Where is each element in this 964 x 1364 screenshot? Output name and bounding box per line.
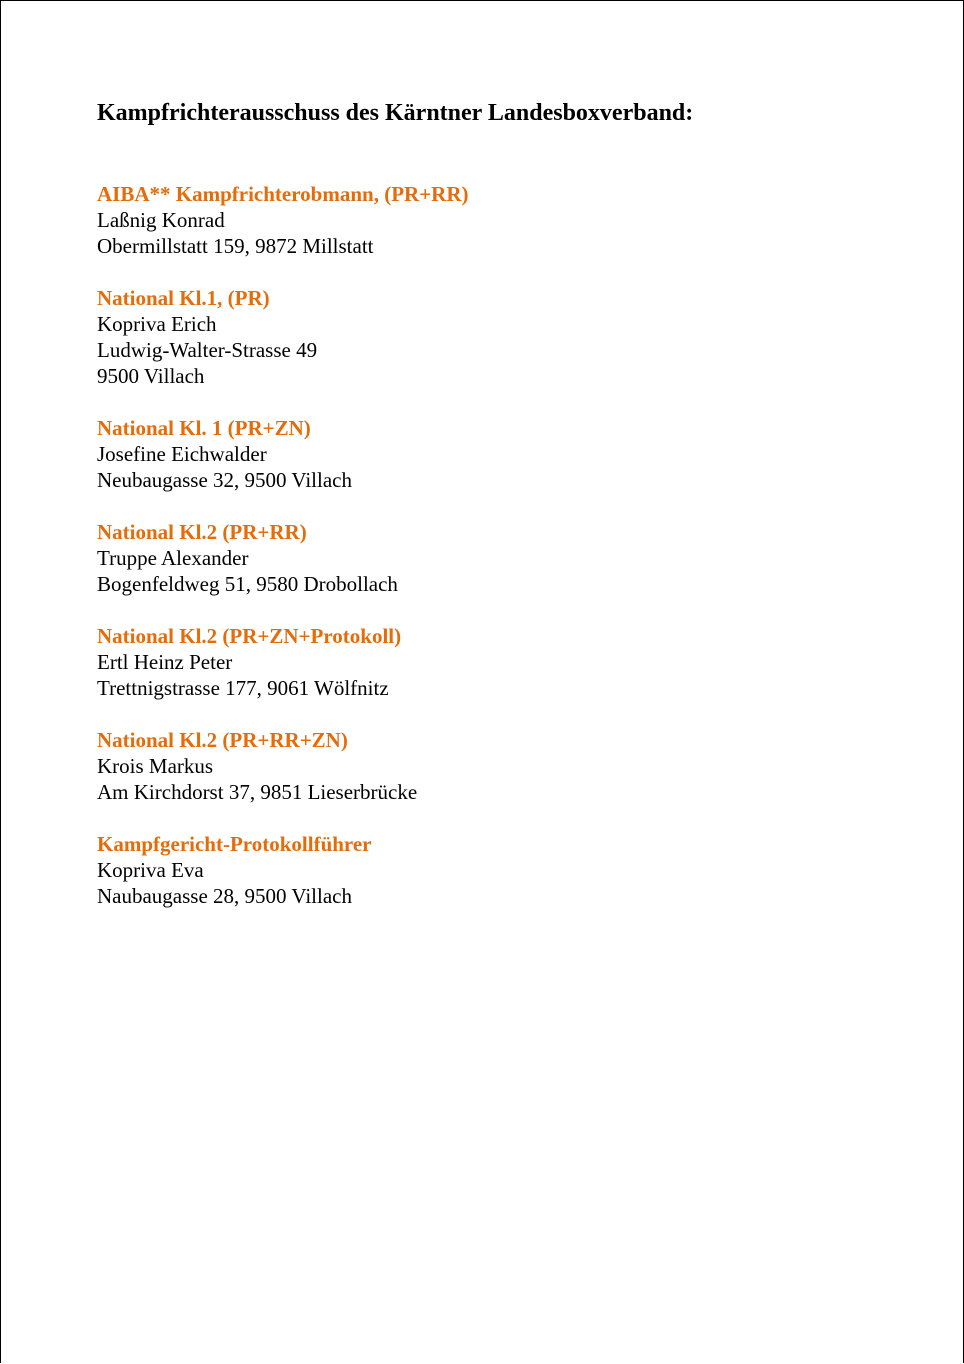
referee-entry — [97, 181, 917, 259]
referee-address: Bogenfeldweg 51, 9580 Drobollach — [97, 572, 398, 596]
referee-address: 9500 Villach — [97, 364, 205, 388]
document-content — [97, 97, 917, 935]
referee-address: Am Kirchdorst 37, 9851 Lieserbrücke — [97, 780, 418, 804]
referee-entry — [97, 831, 917, 909]
referee-address: Ludwig-Walter-Strasse 49 — [97, 338, 318, 362]
referee-address: Obermillstatt 159, 9872 Millstatt — [97, 234, 374, 258]
referee-role: National Kl. 1 (PR+ZN) — [97, 416, 311, 440]
referee-name: Josefine Eichwalder — [97, 442, 267, 466]
referee-address: Neubaugasse 32, 9500 Villach — [97, 468, 352, 492]
referee-address: Trettnigstrasse 177, 9061 Wölfnitz — [97, 676, 389, 700]
referee-address: Naubaugasse 28, 9500 Villach — [97, 884, 352, 908]
referee-role: National Kl.1, (PR) — [97, 286, 270, 310]
document-title: Kampfrichterausschuss des Kärntner Landesboxverband: — [97, 100, 694, 126]
referee-role: National Kl.2 (PR+RR) — [97, 520, 307, 544]
referee-entry — [97, 519, 917, 597]
referee-role: Kampfgericht-Protokollführer — [97, 832, 372, 856]
referee-name: Krois Markus — [97, 754, 214, 778]
referee-list — [97, 181, 917, 909]
referee-entry — [97, 415, 917, 493]
referee-name: Kopriva Erich — [97, 312, 217, 336]
referee-name: Kopriva Eva — [97, 858, 204, 882]
referee-name: Laßnig Konrad — [97, 208, 225, 232]
referee-name: Truppe Alexander — [97, 546, 249, 570]
referee-name: Ertl Heinz Peter — [97, 650, 233, 674]
referee-role: National Kl.2 (PR+ZN+Protokoll) — [97, 624, 402, 648]
referee-role: AIBA** Kampfrichterobmann, (PR+RR) — [97, 182, 469, 206]
referee-entry — [97, 727, 917, 805]
referee-entry — [97, 285, 917, 389]
referee-role: National Kl.2 (PR+RR+ZN) — [97, 728, 348, 752]
referee-entry — [97, 623, 917, 701]
